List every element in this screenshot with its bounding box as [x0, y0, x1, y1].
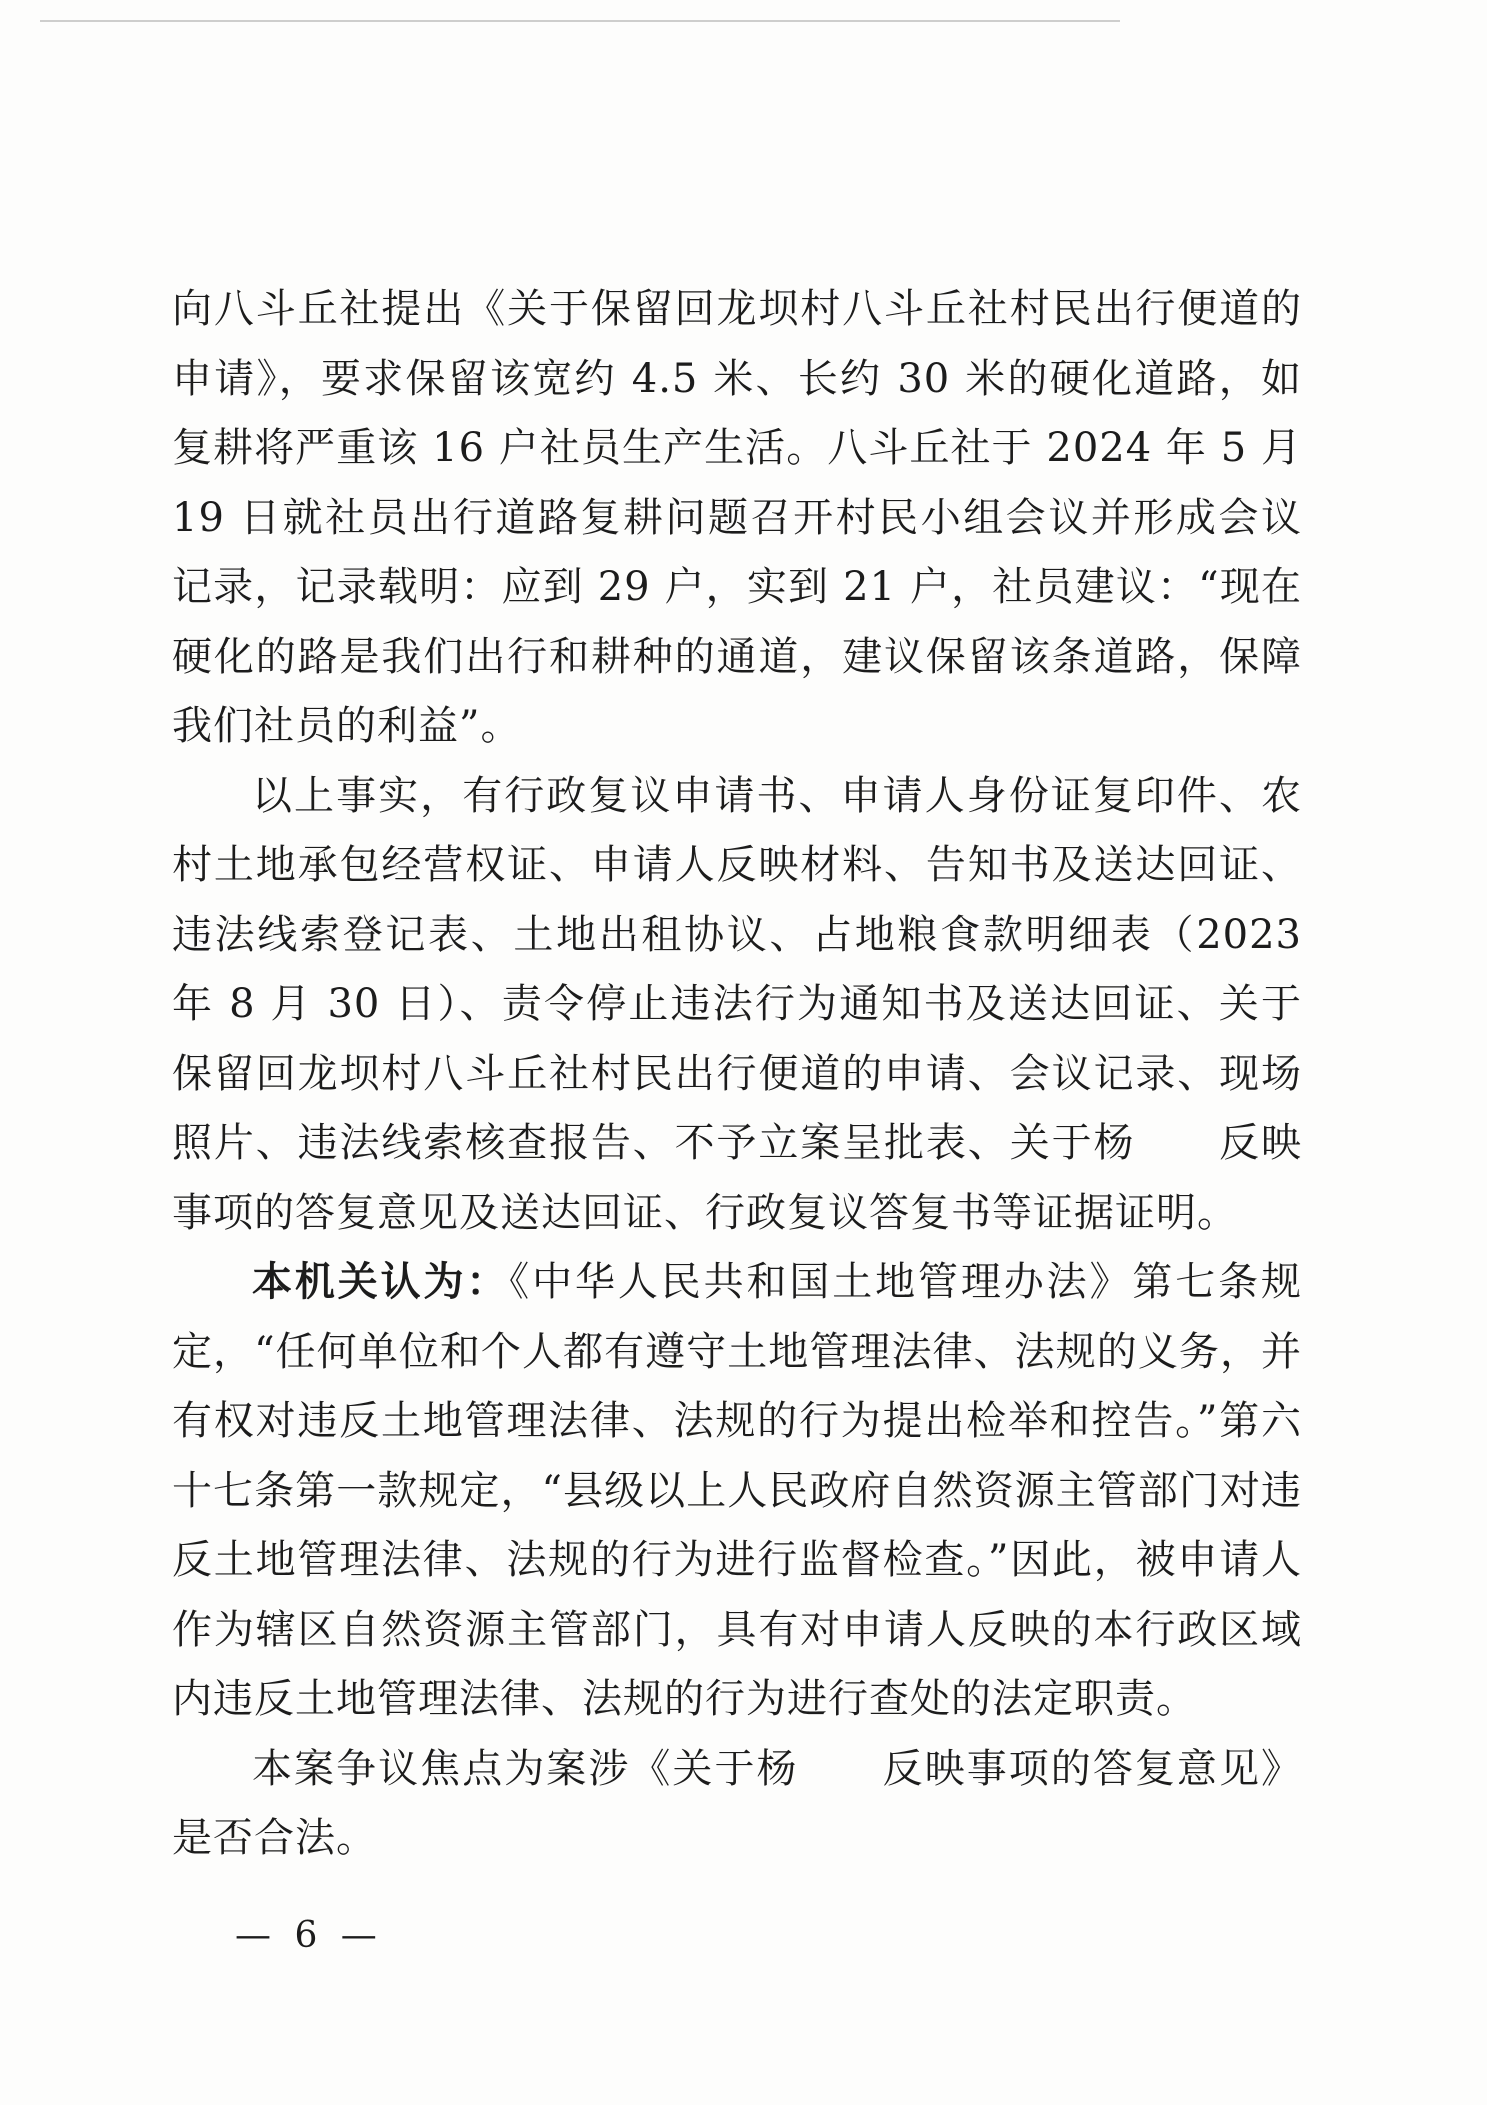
paragraph-3 [172, 1248, 1302, 1735]
paragraph-3-text: 《中华人民共和国土地管理办法》第七条规定，“任何单位和个人都有遵守土地管理法律、法规的义务，并有权对违反土地管理法律、法规的行为提出检举和控告。”第六十七条第一款规定，“县级以上人民政府自然资源主管部门对违反土地管理法律、法规的行为进行监督检查。”因此，被申请人作为辖区自然资源主管部门，具有对申请人反映的本行政区域内违反土地管理法律、法规的行为进行查处的法定职责。 [172, 1259, 1302, 1722]
scan-edge-line [40, 20, 1120, 22]
page-number: — 6 — [235, 1915, 383, 1956]
paragraph-4-text: 本案争议焦点为案涉《关于杨 反映事项的答复意见》是否合法。 [172, 1745, 1302, 1861]
paragraph-2 [172, 762, 1302, 1249]
document-body [172, 275, 1302, 1874]
paragraph-1-text: 向八斗丘社提出《关于保留回龙坝村八斗丘社村民出行便道的申请》，要求保留该宽约 4.5 米、长约 30 米的硬化道路，如复耕将严重该 16 户社员生产生活。八斗丘社于 2024 年 5 月 19 日就社员出行道路复耕问题召开村民小组会议并形成会议记录，记录载明：应到 29 户，实到 21 户，社员建议：“现在硬化的路是我们出行和耕种的通道，建议保留该条道路，保障我们社员的利益”。 [172, 286, 1302, 749]
paragraph-1 [172, 275, 1302, 762]
paragraph-2-text: 以上事实，有行政复议申请书、申请人身份证复印件、农村土地承包经营权证、申请人反映材料、告知书及送达回证、违法线索登记表、土地出租协议、占地粮食款明细表（2023 年 8 月 30 日）、责令停止违法行为通知书及送达回证、关于保留回龙坝村八斗丘社村民出行便道的申请、会议记录、现场照片、违法线索核查报告、不予立案呈批表、关于杨 反映事项的答复意见及送达回证、行政复议答复书等证据证明。 [172, 772, 1302, 1236]
paragraph-4 [172, 1735, 1302, 1874]
paragraph-3-lead: 本机关认为： [252, 1259, 510, 1305]
